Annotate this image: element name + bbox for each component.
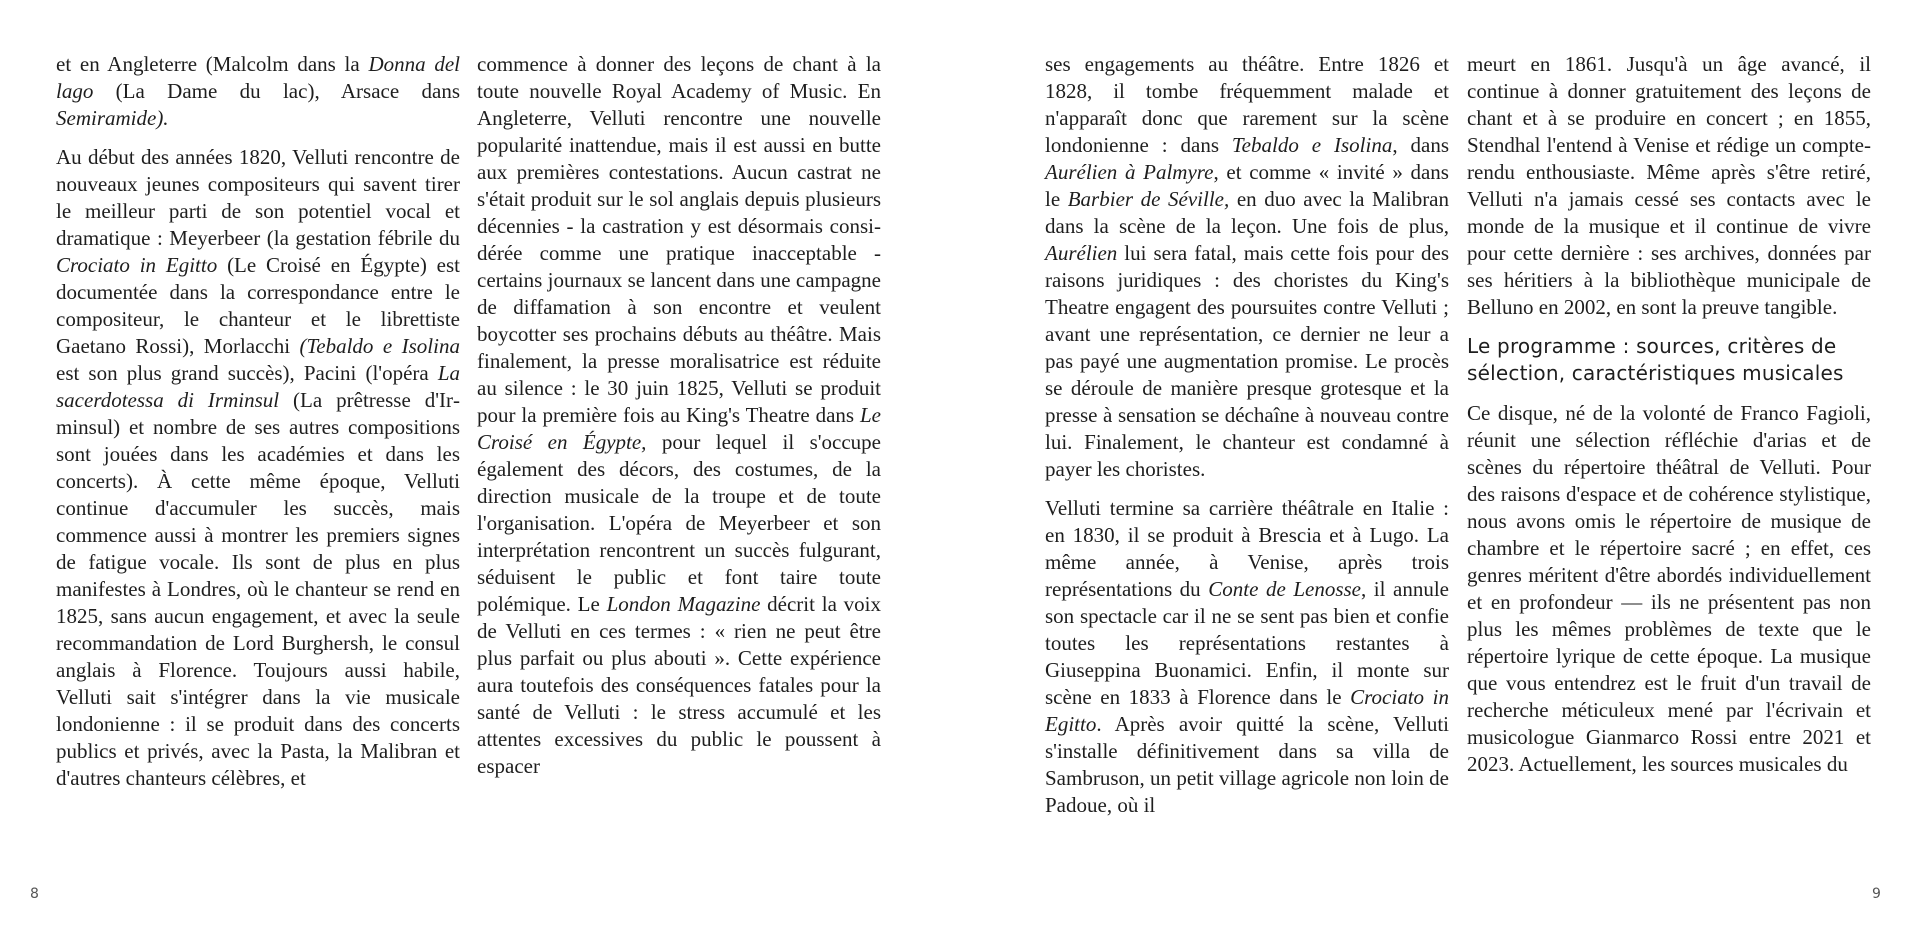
paragraph	[1045, 51, 1449, 483]
section-heading: Le programme : sources, critères de sélection, caractéristiques musicales	[1467, 334, 1844, 385]
italic-text: Crociato in Egitto	[56, 253, 218, 277]
italic-text: Tebaldo e Isolina	[1231, 133, 1393, 157]
text-run: (La prêtresse d'Irminsul) et nombre de ses autres compositions sont jouées dans les académies et dans les concerts). À cette même époque, Velluti continue d'accumuler les succès, mais commence aussi à montrer les premiers signes de fatigue vocale. Ils sont de plus en plus manifestes à Londres, où le chanteur se rend en 1825, sans aucun engagement, et avec la seule recommandation de Lord Burghersh, le consul anglais à Florence. Toujours aussi habile, Velluti sait s'intégrer dans la vie musicale londonienne : il se produit dans des concerts publics et privés, avec la Pasta, la Malibran et d'autres chanteurs célèbres, et	[56, 388, 460, 790]
paragraph	[1467, 400, 1871, 778]
italic-text: Semiramide).	[56, 106, 169, 130]
text-run: meurt en 1861. Jusqu'à un âge avancé, il continue à donner gratuitement des leçons de chant et à se produire en concert ; en 1855, Stendhal l'entend à Venise et rédige un compte-rendu enthousiaste. Même après s'être retiré, Velluti n'a jamais cessé ses contacts avec le monde de la musique et il continue de vivre pour cette dernière : ses archives, données par ses héritiers à la bibliothèque municipale de Belluno en 2002, en sont la preuve tangible.	[1467, 52, 1871, 319]
text-run: , dans	[1392, 133, 1450, 157]
text-run: , et comme « invité » dans le	[1045, 160, 1449, 211]
paragraph	[56, 144, 460, 792]
text-run: lui sera fatal, mais cette fois pour des raisons juridiques : des choristes du King's Theatre engagent des poursuites contre Velluti ; avant une représentation, ce dernier ne leur a pas payé une augmentation promise. Le procès se déroule de manière presque grotesque et la presse à sensation se déchaîne à nouveau contre lui. Finalement, le chanteur est condamné à payer les choristes.	[1045, 241, 1449, 481]
text-run: (La Dame du lac), Arsace dans	[93, 79, 460, 103]
paragraph	[1045, 495, 1449, 819]
paragraph	[1467, 51, 1871, 321]
italic-text: Donna del lago	[56, 52, 461, 103]
italic-text: Aurélien	[1045, 241, 1118, 265]
italic-text: Conte de Lenosse	[1208, 577, 1361, 601]
paragraph	[56, 51, 460, 132]
italic-text: Aurélien à Palmyre	[1045, 160, 1214, 184]
text-run: et en Angleterre (Malcolm dans la	[56, 52, 369, 76]
italic-text: (Tebaldo e Isolina	[299, 334, 460, 358]
column-2	[477, 51, 881, 780]
italic-text: Crociato in Egitto	[1045, 685, 1449, 736]
text-run: Au début des années 1820, Velluti rencontre de nouveaux jeunes compositeurs qui savent tirer le meilleur parti de son potentiel vocal et dramatique : Meyerbeer (la gestation fébrile du	[56, 145, 460, 250]
italic-text: La sacerdotessa di Irminsul	[56, 361, 460, 412]
italic-text: Barbier de Séville,	[1067, 187, 1230, 211]
column-4	[1467, 51, 1871, 778]
text-run: (Le Croisé en Égypte) est documentée dans la correspondance entre le compositeur, le chanteur et le librettiste Gaetano Rossi), Morlacchi	[56, 253, 461, 358]
text-run: Velluti termine sa carrière théâtrale en Italie : en 1830, il se produit à Brescia et à Lugo. La même année, à Venise, après trois représentations du	[1045, 496, 1449, 601]
text-run: en duo avec la Malibran dans la scène de la leçon. Une fois de plus,	[1045, 187, 1450, 238]
text-run: commence à donner des leçons de chant à la toute nouvelle Royal Academy of Music. En Angleterre, Velluti rencontre une nouvelle popularité inattendue, mais il est aussi en butte aux premières contestations. Aucun castrat ne s'était produit sur le sol anglais depuis plusieurs décennies - la castration y est désormais considérée comme une pratique inacceptable - certains journaux se lancent dans une campagne de diffamation à son encontre et veulent boycotter ses prochains débuts au théâtre. Mais finalement, la presse moralisatrice est réduite au silence : le 30 juin 1825, Velluti se produit pour la première fois au King's Theatre dans	[477, 52, 881, 427]
text-run: décrit la voix de Velluti en ces termes : « rien ne peut être plus parfait ou plus abouti ». Cette expérience aura toutefois des conséquences fatales pour la santé de Velluti : le stress accumulé et les attentes excessives du public le poussent à espacer	[477, 592, 882, 778]
page-number-left: 8	[30, 886, 39, 902]
text-run: . Après avoir quitté la scène, Velluti s'installe définitivement dans sa villa de Sambruson, un petit village agricole non loin de Padoue, où il	[1045, 712, 1449, 817]
italic-text: London Magazine	[606, 592, 761, 616]
text-run: ses engagements au théâtre. Entre 1826 et 1828, il tombe fréquemment malade et n'apparaît donc que rarement sur la scène londonienne : dans	[1045, 52, 1449, 157]
text-run: pour lequel il s'occupe également des décors, des costumes, de la direction musicale de la troupe et de toute l'organisation. L'opéra de Meyerbeer et son interprétation rencontrent un succès fulgurant, séduisent le public et font taire toute polémique. Le	[477, 430, 881, 616]
column-3	[1045, 51, 1449, 819]
text-run: , il annule son spectacle car il ne se sent pas bien et confie toutes les représentations restantes à Giuseppina Buonamici. Enfin, il monte sur scène en 1833 à Florence dans le	[1045, 577, 1449, 709]
page-number-right: 9	[1872, 886, 1881, 902]
column-1	[56, 51, 460, 792]
text-run: Ce disque, né de la volonté de Franco Fagioli, réunit une sélection réfléchie d'arias et de scènes du répertoire théâtral de Velluti. Pour des raisons d'espace et de cohérence stylistique, nous avons omis le répertoire de musique de chambre et le répertoire sacré ; en effet, ces genres méritent d'être abordés individuellement et en profondeur — ils ne présentent pas non plus les mêmes problèmes de texte que le répertoire lyrique de cette époque. La musique que vous entendrez est le fruit d'un travail de recherche méticuleux mené par l'écrivain et musicologue Gianmarco Rossi entre 2021 et 2023. Actuellement, les sources musicales du	[1467, 401, 1871, 776]
text-run: est son plus grand succès), Pacini (l'opéra	[56, 361, 438, 385]
italic-text: Le Croisé en Égypte,	[477, 403, 881, 454]
paragraph	[477, 51, 881, 780]
